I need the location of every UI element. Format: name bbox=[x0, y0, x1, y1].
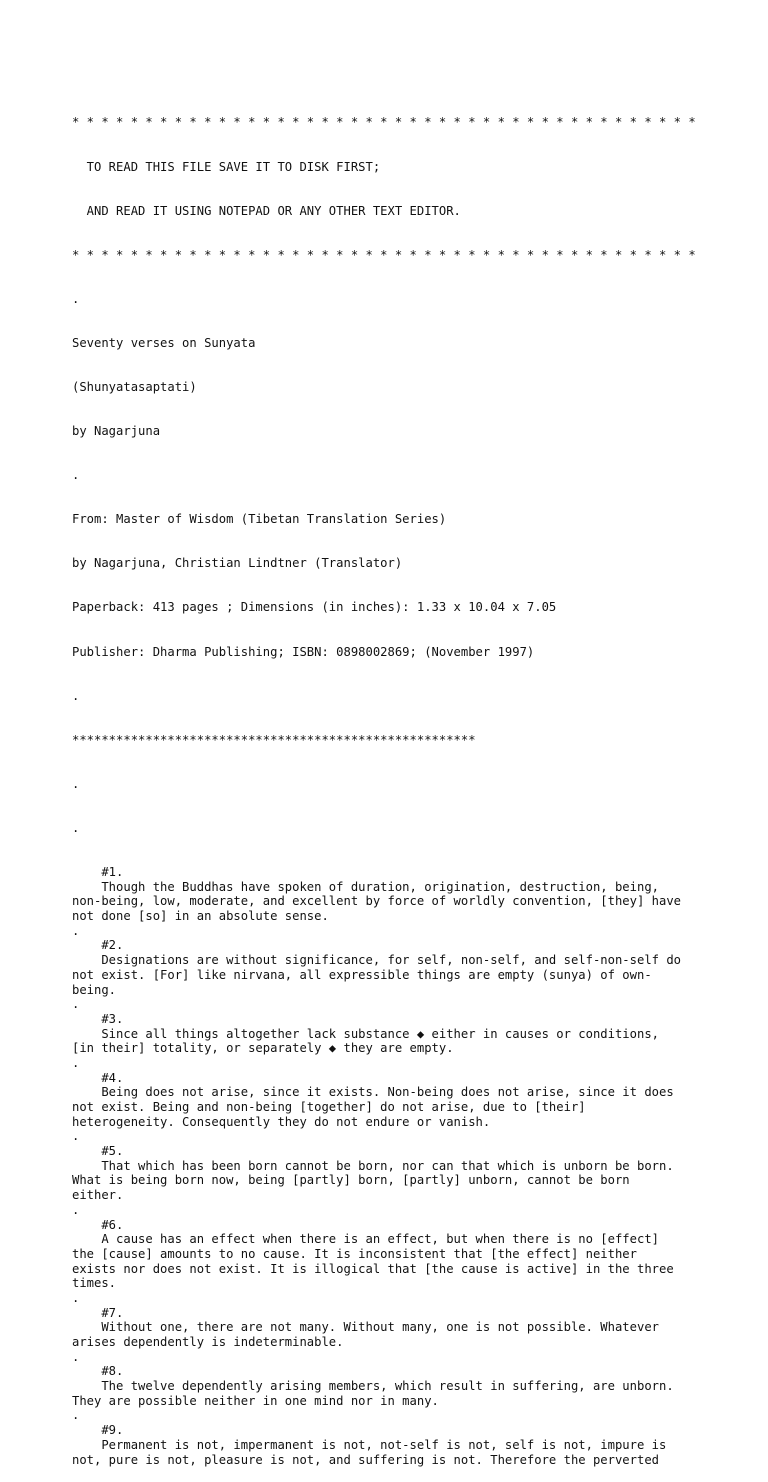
verse-text-line: A cause has an effect when there is an effect, but when there is no [effect] bbox=[72, 1232, 659, 1247]
verse-text-line: not exist. Being and non-being [together] do not arise, due to [their] bbox=[72, 1100, 586, 1114]
source-authors: by Nagarjuna, Christian Lindtner (Translator) bbox=[72, 556, 403, 571]
document-subtitle: (Shunyatasaptati) bbox=[72, 379, 197, 394]
verse-text-line: The twelve dependently arising members, which result in suffering, are unborn. bbox=[72, 1379, 674, 1394]
verse-text-line: times. bbox=[72, 1276, 117, 1291]
verse-number: #5. bbox=[72, 1144, 124, 1159]
verse-number: #3. bbox=[72, 1011, 124, 1026]
verse-text-line: [in their] totality, or separately ◆ they are empty. bbox=[72, 1041, 454, 1056]
verse-number: #6. bbox=[72, 1217, 124, 1232]
verse-text-line: heterogeneity. Consequently they do not endure or vanish. bbox=[72, 1114, 491, 1129]
verse-number: #9. bbox=[72, 1423, 124, 1438]
verse bbox=[72, 1071, 712, 1144]
verse-text-line: Though the Buddhas have spoken of duration, origination, destruction, being, bbox=[72, 879, 659, 894]
verse bbox=[72, 1423, 712, 1467]
verse bbox=[72, 1218, 712, 1306]
verse-text-line: They are possible neither in one mind nor in many. bbox=[72, 1393, 439, 1408]
verse-number: #4. bbox=[72, 1070, 124, 1085]
verse-text-line: not done [so] in an absolute sense. bbox=[72, 909, 329, 924]
dot-line: . bbox=[72, 468, 80, 483]
verse-text-line: arises dependently is indeterminable. bbox=[72, 1335, 344, 1349]
dot-line: . bbox=[72, 997, 80, 1012]
document-text bbox=[72, 86, 712, 1482]
verse-text-line: Being does not arise, since it exists. Non-being does not arise, since it does bbox=[72, 1085, 674, 1100]
document-title: Seventy verses on Sunyata bbox=[72, 335, 256, 350]
verse-number: #1. bbox=[72, 865, 124, 879]
dot-line: . bbox=[72, 1290, 80, 1305]
verse bbox=[72, 1144, 712, 1217]
star-rule-bottom: * * * * * * * * * * * * * * * * * * * * * * * * * * * * * * * * * * * * * * * * * * * bbox=[72, 247, 696, 262]
verse-text-line: not, pure is not, pleasure is not, and suffering is not. Therefore the perverted bbox=[72, 1452, 659, 1467]
dot-line: . bbox=[72, 688, 80, 703]
verse-text-line: being. bbox=[72, 982, 117, 997]
verse-text-line: exists nor does not exist. It is illogical that [the cause is active] in the three bbox=[72, 1261, 674, 1276]
verse bbox=[72, 865, 712, 938]
verse-text-line: non-being, low, moderate, and excellent by force of worldly convention, [they] have bbox=[72, 894, 682, 909]
document-author: by Nagarjuna bbox=[72, 424, 161, 439]
dot-line: . bbox=[72, 291, 80, 306]
verse-text-line: Designations are without significance, for self, non-self, and self-non-self do bbox=[72, 953, 682, 968]
dot-line: . bbox=[72, 923, 80, 938]
source-paperback: Paperback: 413 pages ; Dimensions (in inches): 1.33 x 10.04 x 7.05 bbox=[72, 600, 557, 615]
dot-line: . bbox=[72, 1055, 80, 1070]
verse-text-line: either. bbox=[72, 1188, 124, 1203]
verse bbox=[72, 938, 712, 1011]
dot-line: . bbox=[72, 1202, 80, 1217]
verse-text-line: the [cause] amounts to no cause. It is inconsistent that [the effect] neither bbox=[72, 1246, 637, 1261]
verse-number: #2. bbox=[72, 938, 124, 953]
verse bbox=[72, 1306, 712, 1365]
verse-text-line: Since all things altogether lack substance ◆ either in causes or conditions, bbox=[72, 1026, 659, 1041]
verse-text-line: What is being born now, being [partly] born, [partly] unborn, cannot be born bbox=[72, 1173, 630, 1188]
verse-number: #8. bbox=[72, 1364, 124, 1379]
verse-text-line: Permanent is not, impermanent is not, not-self is not, self is not, impure is bbox=[72, 1437, 667, 1452]
source-from: From: Master of Wisdom (Tibetan Translation Series) bbox=[72, 512, 447, 527]
asterisk-separator: ******************************************************* bbox=[72, 732, 476, 747]
source-publisher: Publisher: Dharma Publishing; ISBN: 0898002869; (November 1997) bbox=[72, 644, 535, 659]
notice-line-2: AND READ IT USING NOTEPAD OR ANY OTHER TEXT EDITOR. bbox=[72, 203, 461, 218]
verse-number: #7. bbox=[72, 1305, 124, 1320]
verse bbox=[72, 1012, 712, 1071]
verse-text-line: not exist. [For] like nirvana, all expressible things are empty (sunya) of own- bbox=[72, 967, 652, 982]
dot-line: . bbox=[72, 1129, 80, 1144]
verse bbox=[72, 1364, 712, 1423]
dot-line: . bbox=[72, 1408, 80, 1423]
dot-line: . bbox=[72, 820, 80, 835]
dot-line: . bbox=[72, 776, 80, 791]
notice-line-1: TO READ THIS FILE SAVE IT TO DISK FIRST; bbox=[72, 159, 381, 174]
verse-text-line: Without one, there are not many. Without many, one is not possible. Whatever bbox=[72, 1320, 659, 1335]
dot-line: . bbox=[72, 1349, 80, 1364]
verses-list bbox=[72, 865, 712, 1467]
verse-text-line: That which has been born cannot be born, nor can that which is unborn be born. bbox=[72, 1158, 674, 1173]
star-rule-top: * * * * * * * * * * * * * * * * * * * * * * * * * * * * * * * * * * * * * * * * * * * bbox=[72, 115, 696, 130]
